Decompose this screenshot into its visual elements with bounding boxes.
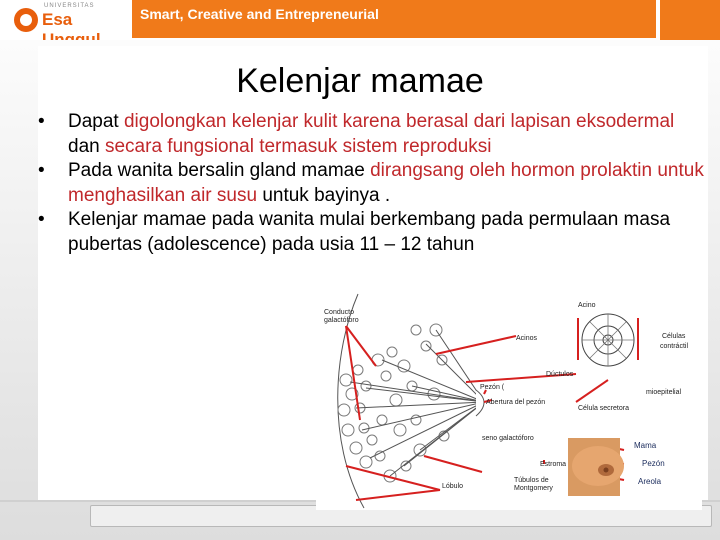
- label-estroma: Estroma: [540, 461, 567, 468]
- bullet-item: [26, 159, 706, 208]
- bullet-item: [26, 110, 706, 159]
- logo-text: Esa: [42, 10, 73, 29]
- bullet-marker: •: [38, 209, 45, 230]
- label-pezon-pct: Pezón (: [480, 384, 505, 391]
- breast-photo: [568, 438, 624, 496]
- label-seno: seno galactóforo: [482, 435, 534, 442]
- bullet-marker: •: [38, 111, 45, 132]
- mammary-gland-diagram: [316, 290, 702, 510]
- label-pezon: Pezón: [642, 459, 665, 468]
- label-galactoforo: galactóforo: [324, 317, 359, 324]
- logo-small-text: UNIVERSITAS: [44, 3, 95, 9]
- label-abertura: Abertura del pezón: [486, 399, 546, 406]
- label-mioepitelial: mioepitelial: [646, 389, 682, 396]
- header-tagline: Smart, Creative and Entrepreneurial: [140, 6, 379, 22]
- slide-title: Kelenjar mamae: [236, 62, 484, 100]
- label-ductulos: Dúctulos: [546, 371, 574, 378]
- bullet-item: [26, 208, 706, 257]
- logo-emblem-icon: [14, 8, 38, 32]
- label-conducto: Conducto: [324, 309, 354, 316]
- label-acinos: Acinos: [516, 335, 538, 342]
- label-tubulos-1: Túbulos de: [514, 477, 549, 484]
- label-lobulo: Lóbulo: [442, 483, 464, 490]
- bullet-highlight: digolongkan kelenjar kulit karena berasal dari lapisan eksodermal: [123, 111, 675, 132]
- bullet-text: untuk bayinya .: [257, 184, 391, 206]
- bullet-text: dan: [68, 135, 105, 157]
- bullet-text: Kelenjar mamae pada wanita mulai berkembang pada permulaan masa pubertas (adolescence) pada usia 11 – 12 tahun: [68, 209, 671, 255]
- label-celulas: Células: [662, 333, 686, 340]
- bullet-list: [26, 110, 706, 257]
- label-areola: Areola: [638, 477, 662, 486]
- bullet-text: Dapat: [68, 111, 124, 132]
- bullet-highlight: dirangsang oleh hormon prolaktin untuk menghasilkan air susu: [68, 160, 704, 206]
- bullet-text: Pada wanita bersalin gland mamae: [68, 160, 371, 181]
- label-celula-secretora: Célula secretora: [578, 405, 629, 412]
- label-tubulos-2: Montgomery: [514, 485, 553, 492]
- bullet-marker: •: [38, 160, 45, 181]
- header-accent-bar: [656, 0, 660, 40]
- label-contractil: contráctil: [660, 343, 689, 350]
- bullet-highlight: secara fungsional termasuk sistem reproduksi: [104, 135, 492, 157]
- label-acino: Acino: [578, 302, 596, 309]
- label-mama: Mama: [634, 441, 657, 450]
- university-logo: [0, 0, 132, 40]
